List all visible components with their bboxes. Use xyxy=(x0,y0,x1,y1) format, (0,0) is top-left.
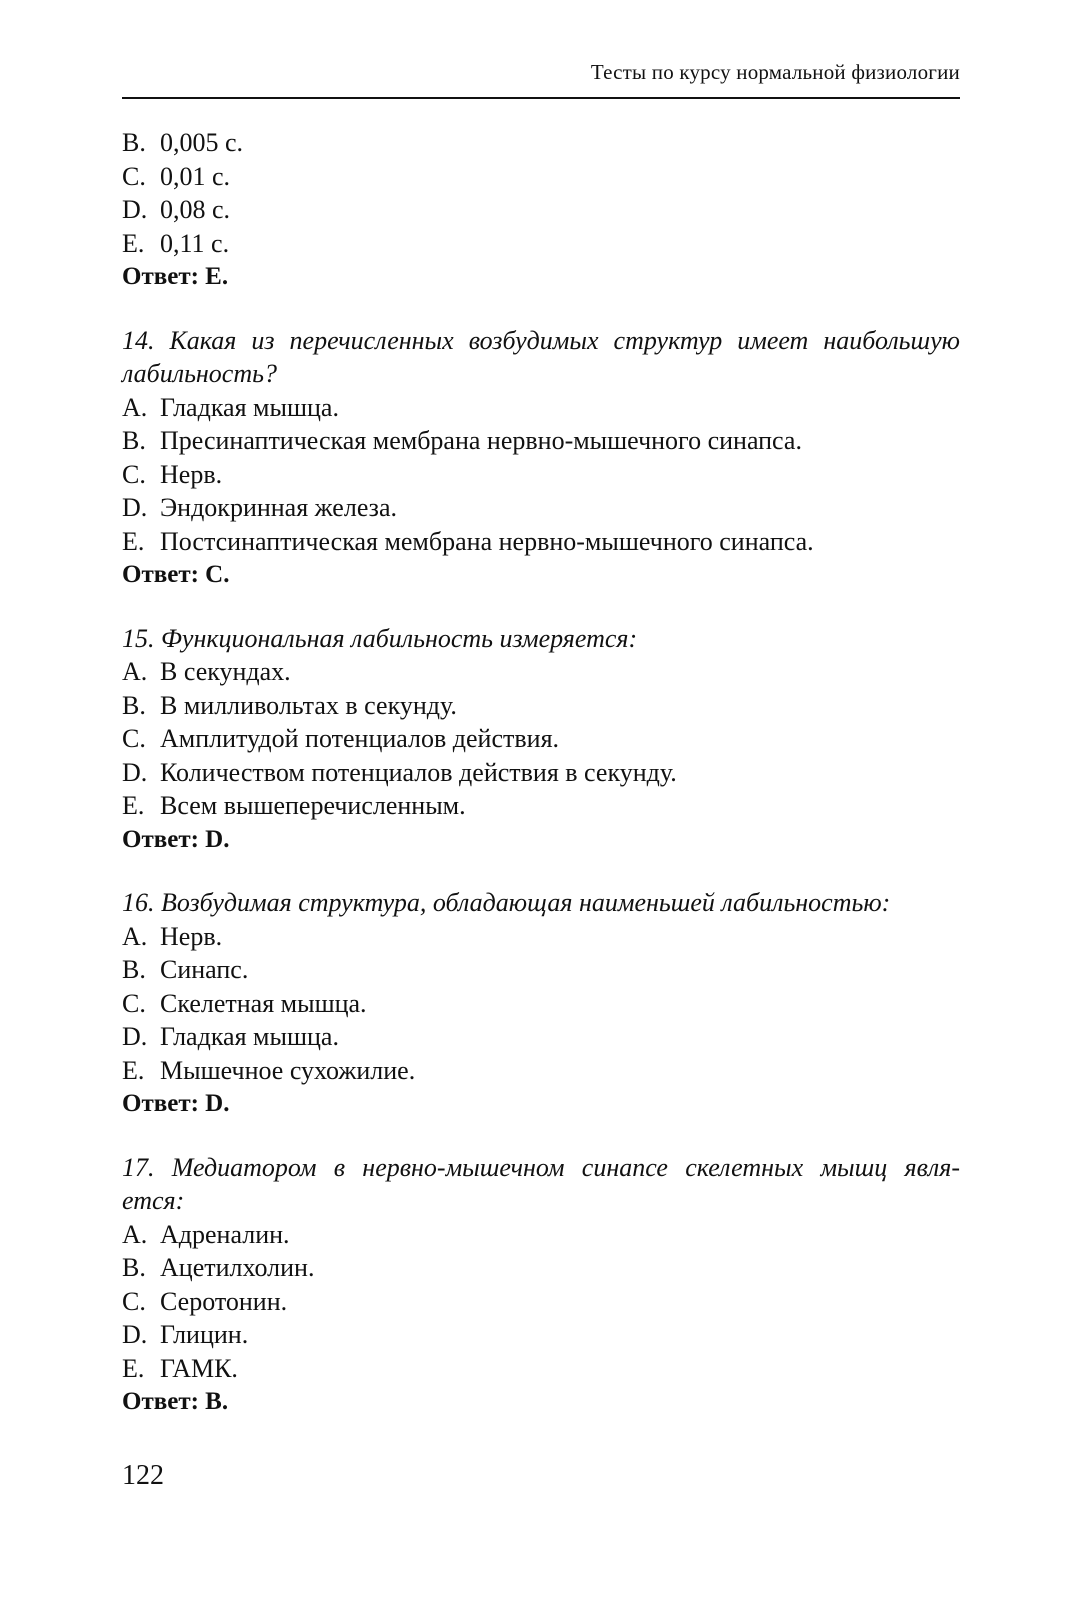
option-a: A. Гладкая мышца. xyxy=(122,392,339,422)
question-text: 16. Возбудимая структура, обладающая наименьшей лабильностью: xyxy=(122,888,891,917)
question-17 xyxy=(122,1151,960,1419)
option-d: D. 0,08 с. xyxy=(122,195,231,224)
option-b: B. Синапс. xyxy=(122,955,249,984)
spacer xyxy=(122,1121,960,1151)
option-c: C. Амплитудой потенциалов действия. xyxy=(122,724,560,753)
running-header: Тесты по курсу нормальной физиологии xyxy=(590,60,960,84)
option-b: B. 0,005 с. xyxy=(122,128,244,157)
option-b: B. В милливольтах в секунду. xyxy=(122,690,457,720)
question-text: 17. Медиатором в нервно-мышечном синапсе скелетных мышц явля- ется: xyxy=(122,1152,960,1215)
option-d: D. Эндокринная железа. xyxy=(122,493,397,522)
answer-line: Ответ: D. xyxy=(122,825,230,853)
option-a: A. Нерв. xyxy=(122,921,223,951)
question-16 xyxy=(122,886,960,1121)
page-number: 122 xyxy=(122,1460,164,1491)
option-b: B. Ацетилхолин. xyxy=(122,1253,315,1282)
question-13-continuation xyxy=(122,126,960,294)
option-c: C. Нерв. xyxy=(122,459,223,489)
option-c: C. Скелетная мышца. xyxy=(122,988,367,1018)
option-d: D. Количеством потенциалов действия в секунду. xyxy=(122,757,677,787)
option-a: A. В секундах. xyxy=(122,657,291,686)
option-b: B. Пресинаптическая мембрана нервно-мышечного синапса. xyxy=(122,426,802,455)
spacer xyxy=(122,592,960,622)
option-e: E. Всем вышеперечисленным. xyxy=(122,791,466,820)
option-d: D. Глицин. xyxy=(122,1320,249,1349)
option-e: E. Мышечное сухожилие. xyxy=(122,1055,416,1085)
question-14 xyxy=(122,324,960,592)
answer-line: Ответ: В. xyxy=(122,1388,229,1415)
page-content xyxy=(122,126,960,1419)
spacer xyxy=(122,294,960,324)
answer-line: Ответ: Е. xyxy=(122,263,229,290)
option-a: A. Адреналин. xyxy=(122,1219,290,1249)
option-d: D. Гладкая мышца. xyxy=(122,1022,339,1051)
question-text: 14. Какая из перечисленных возбудимых структур имеет наибольшую лабильность? xyxy=(122,325,960,388)
question-text: 15. Функциональная лабильность измеряется: xyxy=(122,623,638,653)
option-e: E. Постсинаптическая мембрана нервно-мышечного синапса. xyxy=(122,526,814,556)
option-c: C. 0,01 с. xyxy=(122,161,231,191)
question-15 xyxy=(122,622,960,857)
header-rule xyxy=(122,97,960,99)
option-c: C. Серотонин. xyxy=(122,1286,288,1316)
answer-line: Ответ: D. xyxy=(122,1090,230,1117)
answer-line: Ответ: С. xyxy=(122,561,230,588)
option-e: E. ГАМК. xyxy=(122,1353,238,1383)
option-e: E. 0,11 с. xyxy=(122,228,230,258)
spacer xyxy=(122,856,960,886)
